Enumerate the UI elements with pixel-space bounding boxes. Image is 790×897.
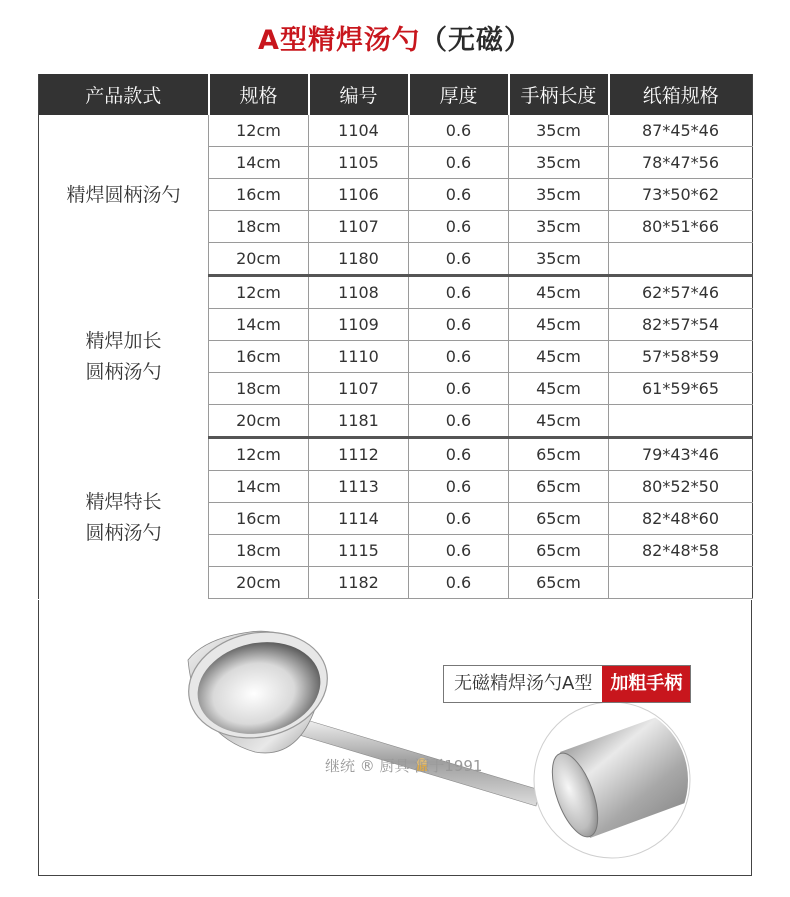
header-code: 编号 bbox=[309, 74, 409, 115]
title-suffix: （无磁） bbox=[419, 25, 532, 56]
cell-handle-length: 65cm bbox=[509, 535, 609, 567]
cell-carton-size: 82*48*60 bbox=[609, 503, 753, 535]
cell-thickness: 0.6 bbox=[409, 373, 509, 405]
cell-carton-size: 79*43*46 bbox=[609, 438, 753, 471]
cell-code: 1113 bbox=[309, 471, 409, 503]
cell-carton-size: 61*59*65 bbox=[609, 373, 753, 405]
cell-thickness: 0.6 bbox=[409, 147, 509, 179]
cell-thickness: 0.6 bbox=[409, 115, 509, 147]
cell-thickness: 0.6 bbox=[409, 179, 509, 211]
cell-carton-size: 73*50*62 bbox=[609, 179, 753, 211]
cell-code: 1107 bbox=[309, 211, 409, 243]
cell-size: 18cm bbox=[209, 535, 309, 567]
product-tag bbox=[443, 665, 691, 703]
cell-thickness: 0.6 bbox=[409, 438, 509, 471]
header-style: 产品款式 bbox=[39, 74, 209, 115]
cell-thickness: 0.6 bbox=[409, 341, 509, 373]
cell-carton-size: 80*51*66 bbox=[609, 211, 753, 243]
cell-size: 16cm bbox=[209, 503, 309, 535]
cell-thickness: 0.6 bbox=[409, 567, 509, 599]
cell-code: 1112 bbox=[309, 438, 409, 471]
brand-watermark: 继统 ® 厨具 源于1991 bbox=[325, 757, 483, 775]
cell-thickness: 0.6 bbox=[409, 309, 509, 341]
cell-thickness: 0.6 bbox=[409, 535, 509, 567]
cell-handle-length: 35cm bbox=[509, 179, 609, 211]
cell-thickness: 0.6 bbox=[409, 276, 509, 309]
handle-closeup-circle bbox=[530, 700, 720, 870]
cell-thickness: 0.6 bbox=[409, 211, 509, 243]
cell-handle-length: 45cm bbox=[509, 373, 609, 405]
header-carton-size: 纸箱规格 bbox=[609, 74, 753, 115]
cell-handle-length: 65cm bbox=[509, 438, 609, 471]
cell-size: 16cm bbox=[209, 341, 309, 373]
cell-code: 1105 bbox=[309, 147, 409, 179]
group-name-line: 精焊特长 bbox=[85, 491, 162, 513]
cell-code: 1107 bbox=[309, 373, 409, 405]
cell-code: 1114 bbox=[309, 503, 409, 535]
cell-thickness: 0.6 bbox=[409, 405, 509, 438]
group-name-line: 精焊圆柄汤勺 bbox=[66, 183, 181, 206]
cell-size: 20cm bbox=[209, 405, 309, 438]
cell-size: 20cm bbox=[209, 567, 309, 599]
cell-handle-length: 45cm bbox=[509, 309, 609, 341]
cell-code: 1109 bbox=[309, 309, 409, 341]
product-tag-label: 无磁精焊汤勺A型 bbox=[444, 666, 602, 702]
cell-carton-size: 62*57*46 bbox=[609, 276, 753, 309]
cell-handle-length: 45cm bbox=[509, 405, 609, 438]
cell-handle-length: 35cm bbox=[509, 115, 609, 147]
header-handle-length: 手柄长度 bbox=[509, 74, 609, 115]
cell-code: 1115 bbox=[309, 535, 409, 567]
cell-handle-length: 65cm bbox=[509, 503, 609, 535]
cell-carton-size: 82*48*58 bbox=[609, 535, 753, 567]
cell-handle-length: 45cm bbox=[509, 341, 609, 373]
cell-thickness: 0.6 bbox=[409, 243, 509, 276]
group-name-line: 精焊加长 bbox=[85, 329, 162, 352]
group-name-line: 圆柄汤勺 bbox=[85, 522, 162, 544]
cell-size: 18cm bbox=[209, 373, 309, 405]
cell-size: 20cm bbox=[209, 243, 309, 276]
cell-thickness: 0.6 bbox=[409, 471, 509, 503]
cell-handle-length: 35cm bbox=[509, 211, 609, 243]
cell-code: 1181 bbox=[309, 405, 409, 438]
cell-carton-size: 82*57*54 bbox=[609, 309, 753, 341]
cell-handle-length: 65cm bbox=[509, 471, 609, 503]
cell-handle-length: 65cm bbox=[509, 567, 609, 599]
cell-code: 1180 bbox=[309, 243, 409, 276]
cell-carton-size: 78*47*56 bbox=[609, 147, 753, 179]
cell-handle-length: 35cm bbox=[509, 243, 609, 276]
cell-carton-size: 87*45*46 bbox=[609, 115, 753, 147]
cell-code: 1108 bbox=[309, 276, 409, 309]
cell-code: 1104 bbox=[309, 115, 409, 147]
cell-size: 14cm bbox=[209, 147, 309, 179]
cell-size: 18cm bbox=[209, 211, 309, 243]
header-size: 规格 bbox=[209, 74, 309, 115]
cell-thickness: 0.6 bbox=[409, 503, 509, 535]
product-tag-highlight: 加粗手柄 bbox=[602, 666, 690, 702]
cell-size: 14cm bbox=[209, 471, 309, 503]
cell-carton-size: 80*52*50 bbox=[609, 471, 753, 503]
cell-size: 16cm bbox=[209, 179, 309, 211]
group-name-line: 圆柄汤勺 bbox=[85, 360, 162, 383]
header-thickness: 厚度 bbox=[409, 74, 509, 115]
cell-code: 1106 bbox=[309, 179, 409, 211]
cell-code: 1110 bbox=[309, 341, 409, 373]
cell-size: 12cm bbox=[209, 276, 309, 309]
cell-handle-length: 45cm bbox=[509, 276, 609, 309]
cell-size: 12cm bbox=[209, 438, 309, 471]
title-main: A型精焊汤勺 bbox=[258, 25, 420, 56]
cell-carton-size: 57*58*59 bbox=[609, 341, 753, 373]
cell-handle-length: 35cm bbox=[509, 147, 609, 179]
cell-size: 12cm bbox=[209, 115, 309, 147]
cell-size: 14cm bbox=[209, 309, 309, 341]
cell-code: 1182 bbox=[309, 567, 409, 599]
